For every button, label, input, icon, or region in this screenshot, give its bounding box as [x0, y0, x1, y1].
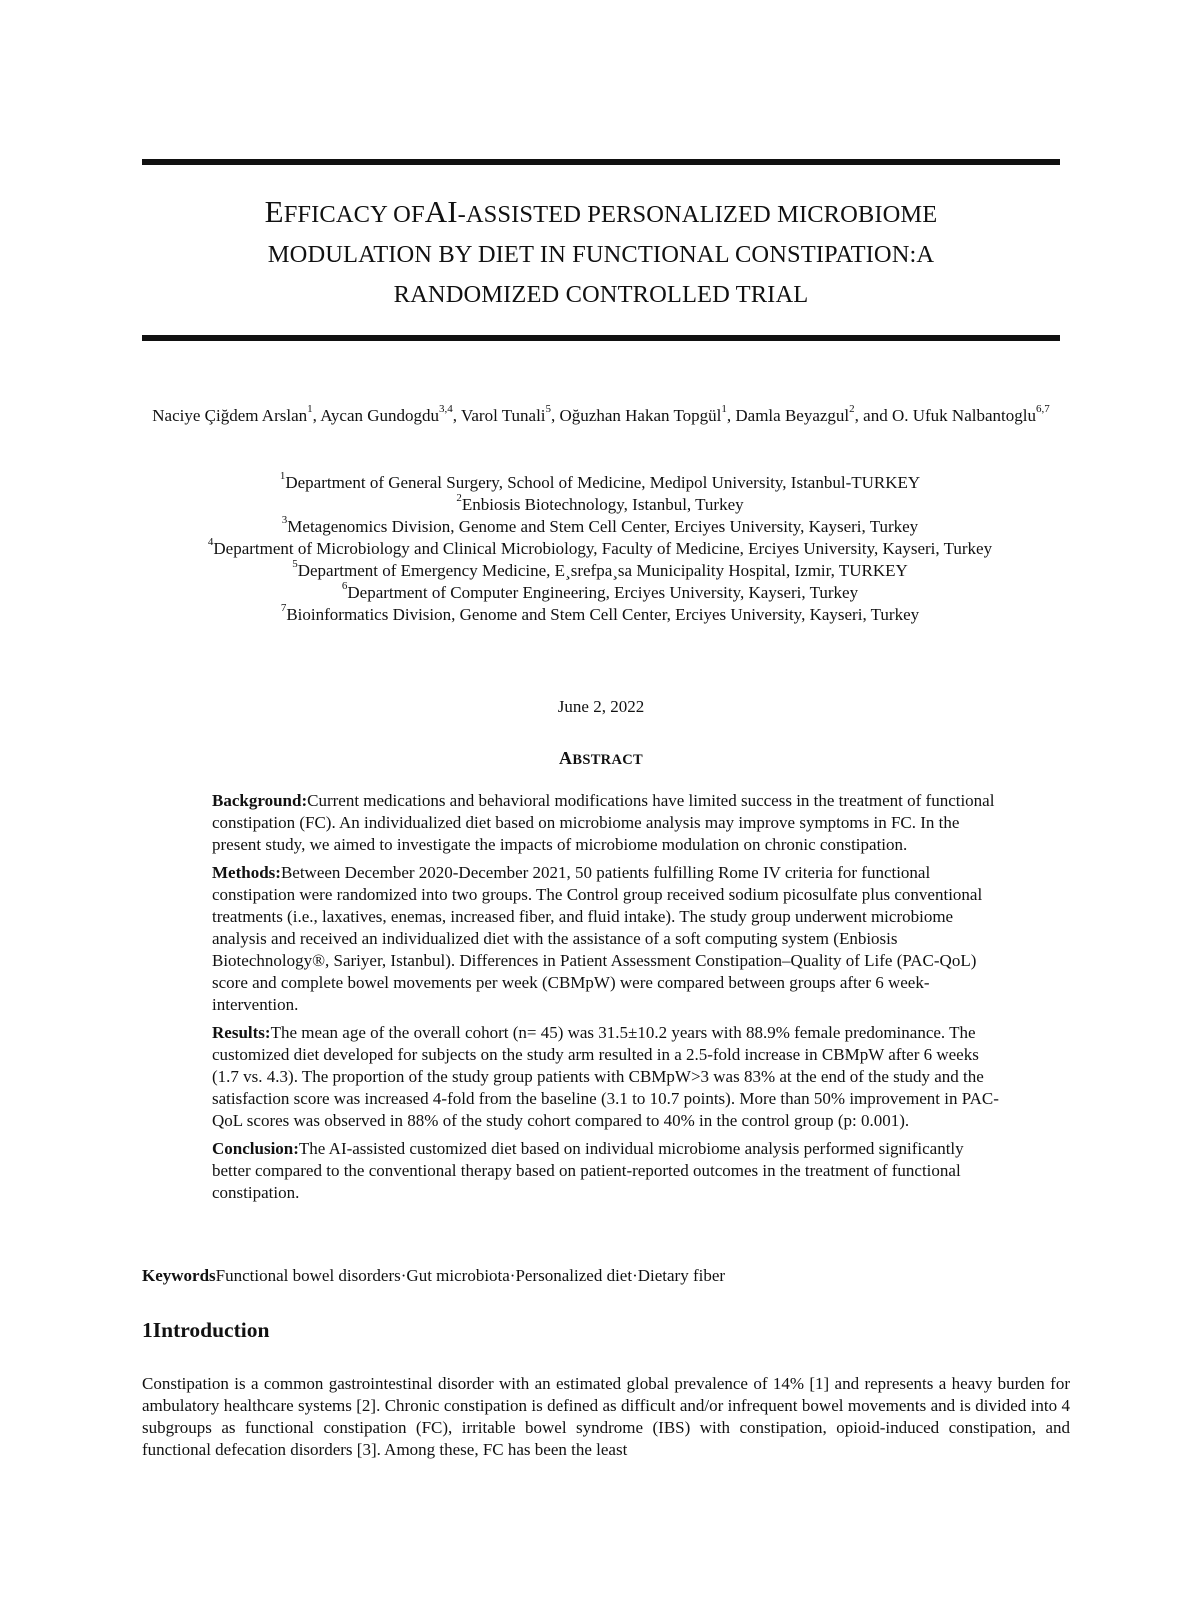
affiliation: $^4$Department of Microbiology and Clinical Microbiology, Faculty of Medicine, Erciyes University, Kayseri, Turkey: [207, 536, 993, 558]
title-line-2: MODULATION BY DIET IN FUNCTIONAL CONSTIPATION:A: [267, 241, 935, 268]
author: Damla Beyazgul$^2$, and: [735, 403, 892, 425]
introduction-paragraph: Constipation is a common gastrointestinal disorder with an estimated global prevalence of 14% [1] and represents a heavy burden for ambulatory healthcare systems [2]. Chronic constipation is defined as difficult and/or infrequent bowel movements and is divided into 4 subgroups as functional constipation (FC), irritable bowel syndrome (IBS) with constipation, opioid-induced constipation, and functional defecation disorders [3]. Among these, FC has been the least: [142, 1374, 1070, 1459]
publication-date: June 2, 2022: [557, 697, 645, 716]
affiliation: $^6$Department of Computer Engineering, Erciyes University, Kayseri, Turkey: [341, 580, 859, 602]
author: Naciye Çiğdem Arslan$^1$,: [152, 403, 321, 425]
author: Varol Tunali$^5$,: [460, 403, 560, 425]
affiliation-list: [100, 472, 1100, 626]
author: O. Ufuk Nalbantoglu$^{6,7}$: [891, 403, 1050, 425]
title-line-1: EFFICACY OFAI-ASSISTED PERSONALIZED MICROBIOME: [264, 194, 938, 229]
abstract-results: Results:The mean age of the overall cohort (n= 45) was 31.5±10.2 years with 88.9% female predominance. The customized diet developed for subjects on the study arm resulted in a 2.5-fold increase in CBMpW after 6 weeks (1.7 vs. 4.3). The proportion of the study group patients with CBMpW>3 was 83% at the end of the study and the satisfaction score was increased 4-fold from the baseline (3.1 to 10.7 points). More than 50% improvement in PAC-QoL scores was observed in 88% of the study cohort compared to 40% in the control group (p: 0.001).: [212, 1023, 999, 1130]
keywords-label: Keywords: [142, 1266, 216, 1285]
paper-title: [142, 192, 1060, 315]
affiliation: $^1$Department of General Surgery, School of Medicine, Medipol University, Istanbul-TURKEY: [279, 470, 921, 492]
author: Aycan Gundogdu$^{3,4}$,: [320, 403, 461, 425]
title-initial: E: [264, 194, 284, 229]
author: Oğuzhan Hakan Topgül$^1$,: [559, 403, 736, 425]
keywords-list: Functional bowel disorders·Gut microbiota·Personalized diet·Dietary fiber: [215, 1266, 726, 1285]
abstract-conclusion: Conclusion:The AI-assisted customized diet based on individual microbiome analysis performed significantly better compared to the conventional therapy based on patient-reported outcomes in the treatment of functional constipation.: [212, 1139, 964, 1202]
affiliation: $^2$Enbiosis Biotechnology, Istanbul, Turkey: [456, 492, 744, 514]
abstract-heading: ABSTRACT: [559, 748, 643, 768]
title-line-3: RANDOMIZED CONTROLLED TRIAL: [393, 281, 809, 308]
author-list: [142, 405, 1060, 427]
keywords: [142, 1265, 1060, 1287]
affiliation: $^5$Department of Emergency Medicine, E¸srefpa¸sa Municipality Hospital, Izmir, TURKEY: [292, 558, 908, 580]
affiliation: $^7$Bioinformatics Division, Genome and Stem Cell Center, Erciyes University, Kayseri, Turkey: [280, 602, 920, 624]
title-bottom-rule: [142, 335, 1060, 341]
abstract-methods: Methods:Between December 2020-December 2021, 50 patients fulfilling Rome IV criteria for functional constipation were randomized into two groups. The Control group received sodium picosulfate plus conventional treatments (i.e., laxatives, enemas, increased fiber, and fluid intake). The study group underwent microbiome analysis and received an individualized diet with the assistance of a soft computing system (Enbiosis Biotechnology®, Sariyer, Istanbul). Differences in Patient Assessment Constipation–Quality of Life (PAC-QoL) score and complete bowel movements per week (CBMpW) were compared between groups after 6 week-intervention.: [212, 863, 983, 1014]
affiliation: $^3$Metagenomics Division, Genome and Stem Cell Center, Erciyes University, Kayseri, Turkey: [281, 514, 919, 536]
abstract-background: Background:Current medications and behavioral modifications have limited success in the treatment of functional constipation (FC). An individualized diet based on microbiome analysis may improve symptoms in FC. In the present study, we aimed to investigate the impacts of microbiome modulation on chronic constipation.: [212, 791, 995, 854]
title-top-rule: [142, 159, 1060, 165]
section-heading-introduction: 1Introduction: [142, 1318, 270, 1342]
abstract-body: [212, 790, 1004, 1210]
